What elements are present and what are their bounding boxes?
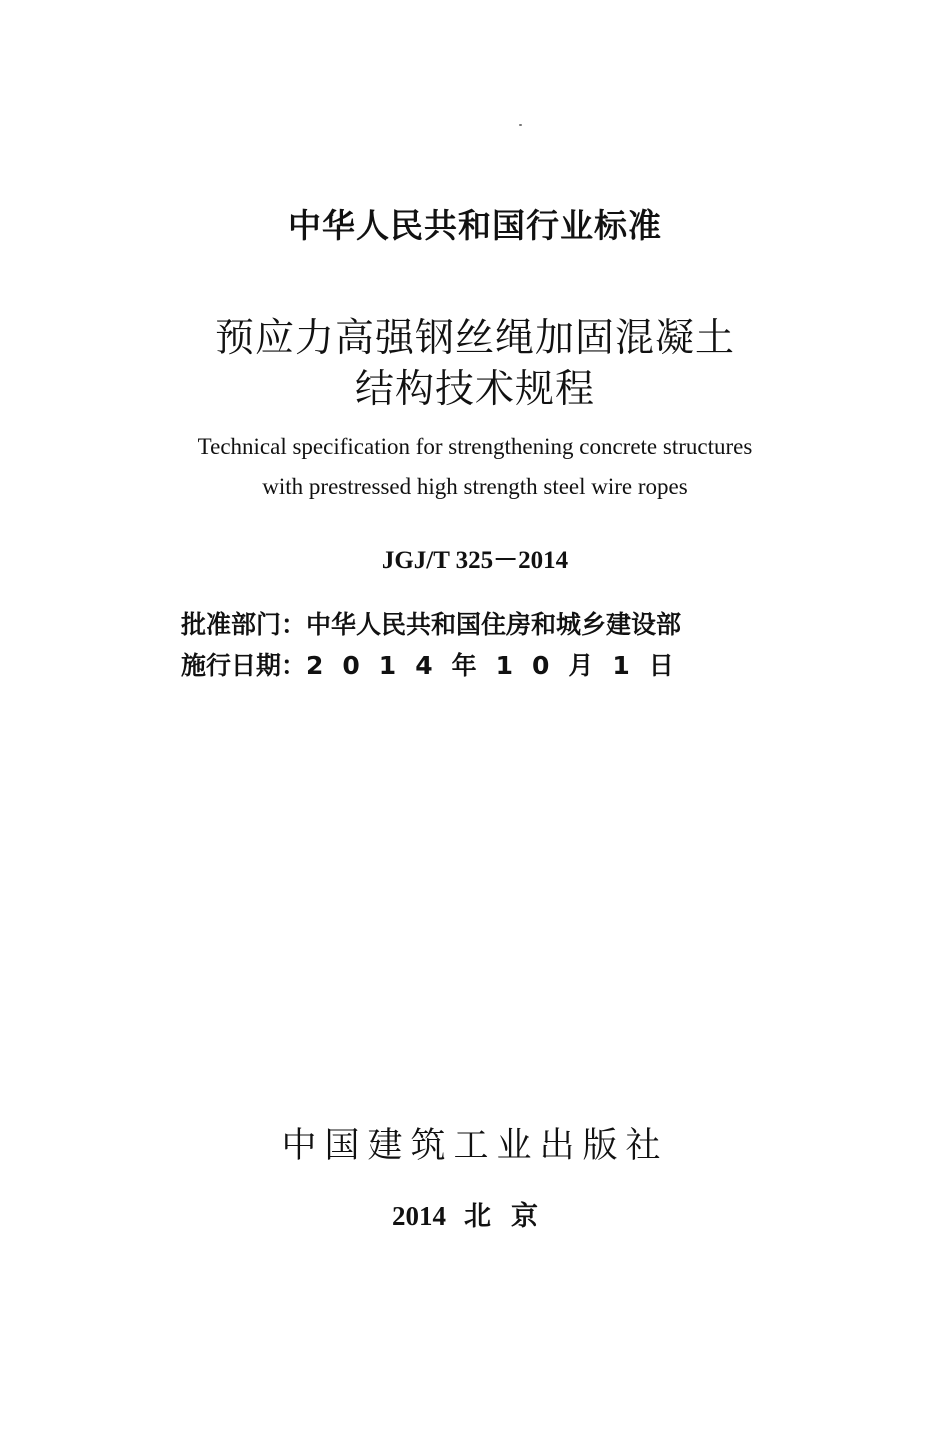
imprint-line (0, 1194, 950, 1233)
standard-type-heading: 中华人民共和国行业标准 (288, 206, 662, 245)
imprint-year: 2014 (392, 1201, 446, 1231)
standard-code: JGJ/T 325－2014 (381, 547, 569, 574)
chinese-title-line-2: 结构技术规程 (354, 367, 595, 412)
approval-label: 批准部门： (181, 610, 307, 639)
english-title-line-2: with prestressed high strength steel wire ropes (262, 474, 688, 499)
publisher-name: 中国建筑工业出版社 (281, 1126, 669, 1166)
imprint-city: 北京 (464, 1201, 558, 1232)
approval-value: 中华人民共和国住房和城乡建设部 (306, 610, 682, 639)
effective-date-row (181, 645, 693, 686)
scan-speck (519, 124, 522, 126)
publication-metadata (181, 604, 693, 686)
english-title-line-1: Technical specification for strengthening concrete structures (197, 434, 753, 459)
approval-row (181, 604, 693, 645)
effective-date-value: 2014年10月1日 (306, 651, 693, 680)
effective-date-label: 施行日期： (181, 651, 307, 680)
chinese-title-line-1: 预应力高强钢丝绳加固混凝土 (214, 316, 735, 361)
